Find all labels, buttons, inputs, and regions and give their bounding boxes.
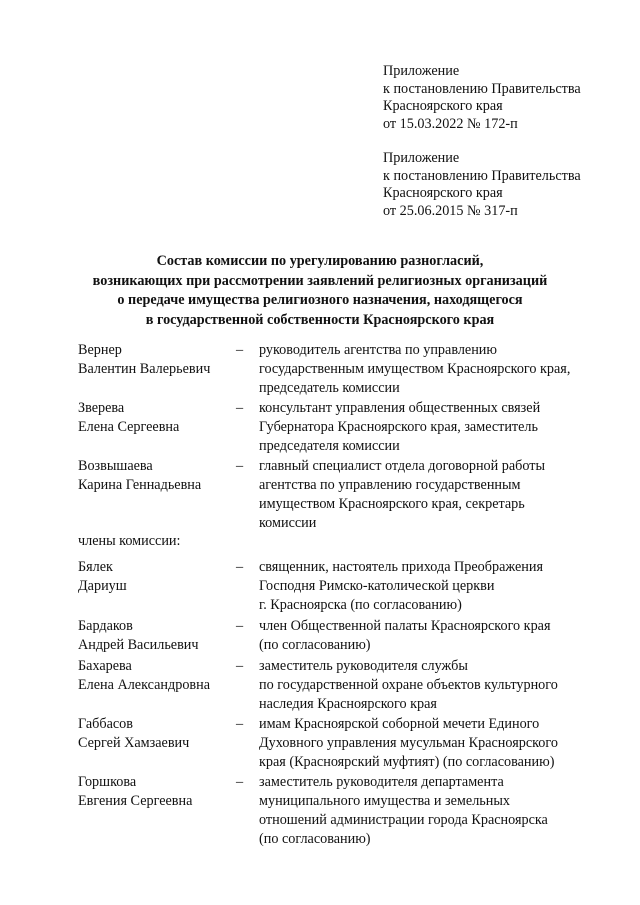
title-line: о передаче имущества религиозного назначения, находящегося (117, 292, 523, 308)
role-line: Духовного управления мусульман Красноярского (259, 735, 558, 751)
role-line: края (Красноярский муфтият) (по согласованию) (259, 754, 555, 770)
member-role (259, 617, 599, 655)
given-names: Евгения Сергеевна (78, 793, 193, 809)
title-line: в государственной собственности Красноярского края (145, 311, 495, 328)
given-names: Андрей Васильевич (78, 637, 199, 653)
surname: Бялек (78, 559, 113, 575)
surname: Зверева (78, 400, 125, 416)
dash: – (236, 774, 244, 790)
dash: – (236, 618, 244, 634)
surname: Габбасов (78, 716, 133, 732)
member-name (78, 457, 228, 495)
member-name (78, 558, 228, 596)
member-role (259, 773, 599, 849)
role-line: заместитель руководителя департамента (259, 774, 504, 790)
member-name (78, 773, 228, 811)
appendix-line: Красноярского края (383, 98, 503, 114)
member-name (78, 617, 228, 655)
dash: – (236, 458, 244, 474)
given-names: Карина Геннадьевна (78, 477, 202, 493)
appendix-line: Красноярского края (383, 185, 503, 201)
role-line: главный специалист отдела договорной работы (259, 458, 546, 474)
surname: Бахарева (78, 658, 132, 674)
member-name (78, 657, 228, 695)
role-line: председателя комиссии (259, 438, 400, 454)
role-line: г. Красноярска (по согласованию) (259, 597, 462, 613)
appendix-line: к постановлению Правительства (383, 80, 581, 97)
role-line: председатель комиссии (259, 380, 400, 396)
role-line: Господня Римско-католической церкви (259, 578, 495, 594)
role-line: государственным имуществом Красноярского края, (259, 361, 571, 377)
member-role (259, 399, 599, 456)
member-role (259, 558, 599, 615)
surname: Возвышаева (78, 458, 153, 474)
role-line: комиссии (259, 515, 317, 531)
role-line: имуществом Красноярского края, секретарь (259, 496, 525, 512)
role-line: муниципального имущества и земельных (259, 793, 510, 809)
title-line: Состав комиссии по урегулированию разногласий, (156, 253, 484, 269)
appendix-line: Приложение (383, 63, 460, 79)
title-line: возникающих при рассмотрении заявлений религиозных организаций (92, 272, 548, 289)
role-line: консультант управления общественных связей (259, 400, 541, 416)
dash: – (236, 559, 244, 575)
member-role (259, 715, 599, 772)
role-line: член Общественной палаты Красноярского края (259, 618, 551, 634)
role-line: (по согласованию) (259, 831, 371, 847)
given-names: Елена Александровна (78, 677, 210, 693)
members-label: члены комиссии: (78, 533, 181, 549)
role-line: (по согласованию) (259, 637, 371, 653)
appendix-line: к постановлению Правительства (383, 167, 581, 184)
member-role (259, 341, 599, 398)
surname: Горшкова (78, 774, 137, 790)
role-line: заместитель руководителя службы (259, 658, 468, 674)
role-line: священник, настоятель прихода Преображения (259, 559, 544, 575)
role-line: руководитель агентства по управлению (259, 342, 497, 358)
appendix-header-current (383, 63, 581, 133)
member-role (259, 657, 599, 714)
member-name (78, 715, 228, 753)
surname: Бардаков (78, 618, 133, 634)
given-names: Елена Сергеевна (78, 419, 180, 435)
appendix-line: Приложение (383, 150, 460, 166)
given-names: Валентин Валерьевич (78, 361, 211, 377)
role-line: Губернатора Красноярского края, заместитель (259, 419, 538, 435)
dash: – (236, 342, 244, 358)
dash: – (236, 658, 244, 674)
role-line: по государственной охране объектов культурного (259, 677, 558, 693)
role-line: отношений администрации города Красноярска (259, 812, 548, 828)
member-name (78, 341, 228, 379)
appendix-line: от 25.06.2015 № 317-п (383, 202, 518, 219)
role-line: наследия Красноярского края (259, 696, 437, 712)
member-role (259, 457, 599, 533)
given-names: Дариуш (78, 578, 127, 594)
appendix-header-original (383, 150, 581, 220)
surname: Вернер (78, 342, 122, 358)
dash: – (236, 400, 244, 416)
role-line: агентства по управлению государственным (259, 477, 521, 493)
document-title (60, 252, 580, 330)
dash: – (236, 716, 244, 732)
role-line: имам Красноярской соборной мечети Единого (259, 716, 540, 732)
member-name (78, 399, 228, 437)
given-names: Сергей Хамзаевич (78, 735, 190, 751)
appendix-line: от 15.03.2022 № 172-п (383, 115, 518, 132)
